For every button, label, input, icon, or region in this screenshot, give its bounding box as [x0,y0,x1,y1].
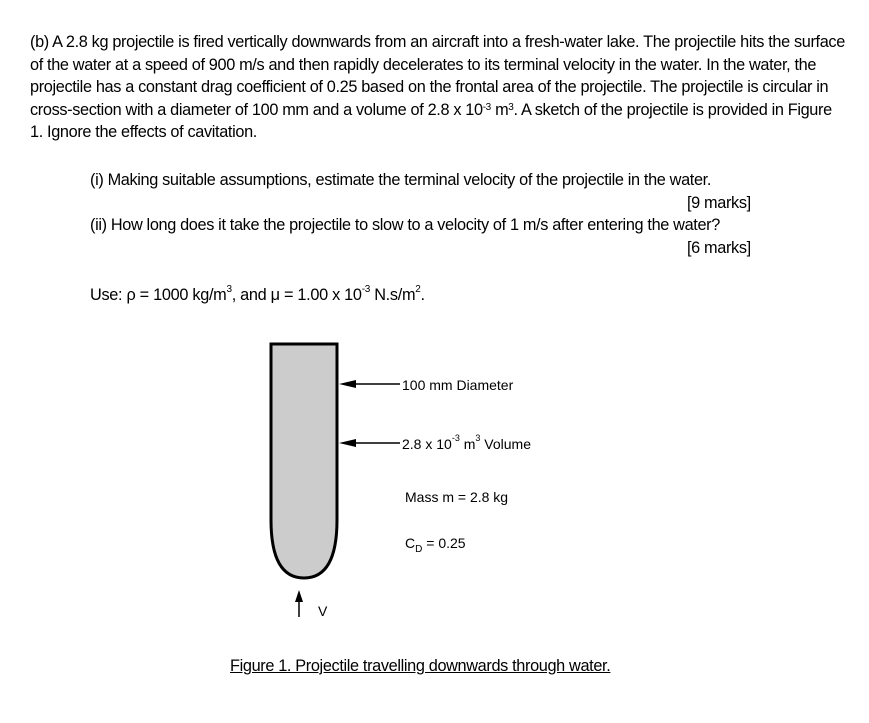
figure-caption: Figure 1. Projectile travelling downwards through water. [230,657,611,675]
question-ii-marks: [6 marks] [687,239,751,257]
problem-text-1: A 2.8 kg projectile is fired vertically downwards from an aircraft into a fresh-water lake. The projectile hits the surface of the water at a speed of 900 m/s and then rapidly decelerates to its terminal velocity in the water. In the water, the projectile has a constant drag coefficient of 0.25 based on the frontal area of the projectile. The projectile is circular in cross-section with a diameter of 100 mm and a volume of 2.8 x 10 [30,33,845,119]
diameter-arrowhead [339,380,356,388]
volume-arrowhead [339,439,356,447]
part-label: (b) [30,33,49,51]
mass-label: Mass m = 2.8 kg [405,489,509,505]
problem-text-3: . A sketch of the projectile is provided in Figure 1. Ignore the effects of cavitation. [30,100,832,141]
unit-exponent: 3 [508,101,514,113]
velocity-label: V [318,603,328,619]
question-i-marks: [9 marks] [687,194,751,212]
question-ii: (ii) How long does it take the projectile to slow to a velocity of 1 m/s after entering the water? [90,216,720,234]
volume-exponent: -3 [482,101,491,113]
projectile-shape [271,344,337,578]
volume-label: 2.8 x $10^{-3}$ $m^3$ Volume [402,433,532,452]
given-constants: Use: ρ = 1000 $kg/m^3$, and μ = 1.00 x $10^{-3}$ $N.s/m^2$. [90,284,425,304]
question-i: (i) Making suitable assumptions, estimate the terminal velocity of the projectile in the water. [90,171,712,189]
diameter-label: 100 mm Diameter [402,377,514,393]
problem-text-2: m [490,100,509,119]
drag-coefficient-label: $C_D = 0.25$ [405,535,466,555]
velocity-arrowhead [295,590,303,602]
